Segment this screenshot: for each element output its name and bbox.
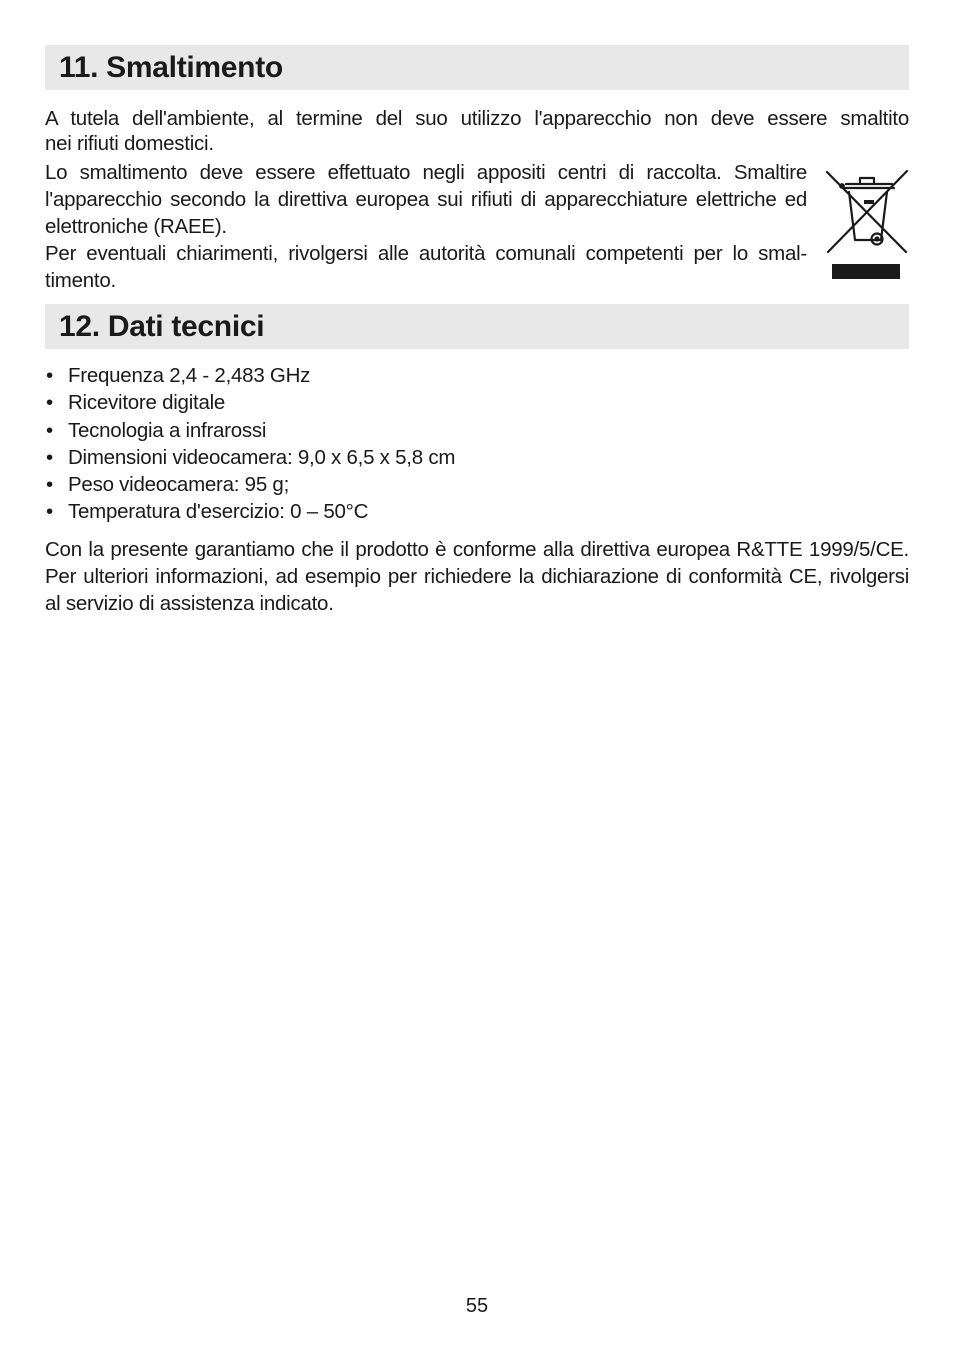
spec-text: Ricevitore digitale (68, 391, 226, 415)
list-item (45, 389, 455, 416)
spec-text: Temperatura d'esercizio: 0 – 50°C (68, 500, 369, 524)
list-item (45, 498, 455, 525)
conformity-paragraph: Con la presente garantiamo che il prodotto è conforme alla direttiva europea R&TTE 1999/5/CE. Per ulteriori informazioni, ad esempio per richiedere la dichiarazione di conformità CE, rivolgersi al servizio di assistenza indicato. (45, 538, 909, 615)
section-title-dati-tecnici: 12. Dati tecnici (59, 310, 265, 343)
spec-text: Dimensioni videocamera: 9,0 x 6,5 x 5,8 cm (68, 445, 456, 469)
bullet: • (46, 364, 53, 387)
bullet: • (46, 445, 53, 469)
list-item (45, 362, 455, 389)
bullet: • (46, 500, 53, 524)
bullet: • (46, 418, 53, 442)
disposal-paragraph-line-1: A tutela dell'ambiente, al termine del suo utilizzo l'apparecchio non deve essere smaltito (45, 107, 909, 130)
disposal-collection-paragraph: Lo smaltimento deve essere effettuato negli appositi centri di raccolta. Smaltire l'apparecchio secondo la direttiva europea sui rifiuti di apparecchiature elettriche ed elettroniche (RAEE). (45, 161, 807, 238)
disposal-contact-paragraph: Per eventuali chiarimenti, rivolgersi alle autorità comunali competenti per lo smal-timento. (45, 242, 807, 292)
spec-text: Frequenza 2,4 - 2,483 GHz (68, 364, 311, 387)
technical-specs-list (45, 362, 455, 526)
section-title-smaltimento: 11. Smaltimento (59, 51, 283, 84)
disposal-paragraph-line-2: nei rifiuti domestici. (45, 132, 214, 155)
list-item (45, 444, 455, 471)
section-heading-bar (45, 304, 909, 349)
bullet: • (46, 473, 53, 497)
section-heading-bar (45, 45, 909, 90)
list-item (45, 417, 455, 444)
page-number: 55 (465, 1295, 489, 1317)
bullet: • (46, 391, 53, 415)
list-item (45, 471, 455, 498)
spec-text: Tecnologia a infrarossi (68, 418, 267, 442)
spec-text: Peso videocamera: 95 g; (68, 473, 290, 497)
weee-crossed-bin-icon (822, 166, 912, 282)
